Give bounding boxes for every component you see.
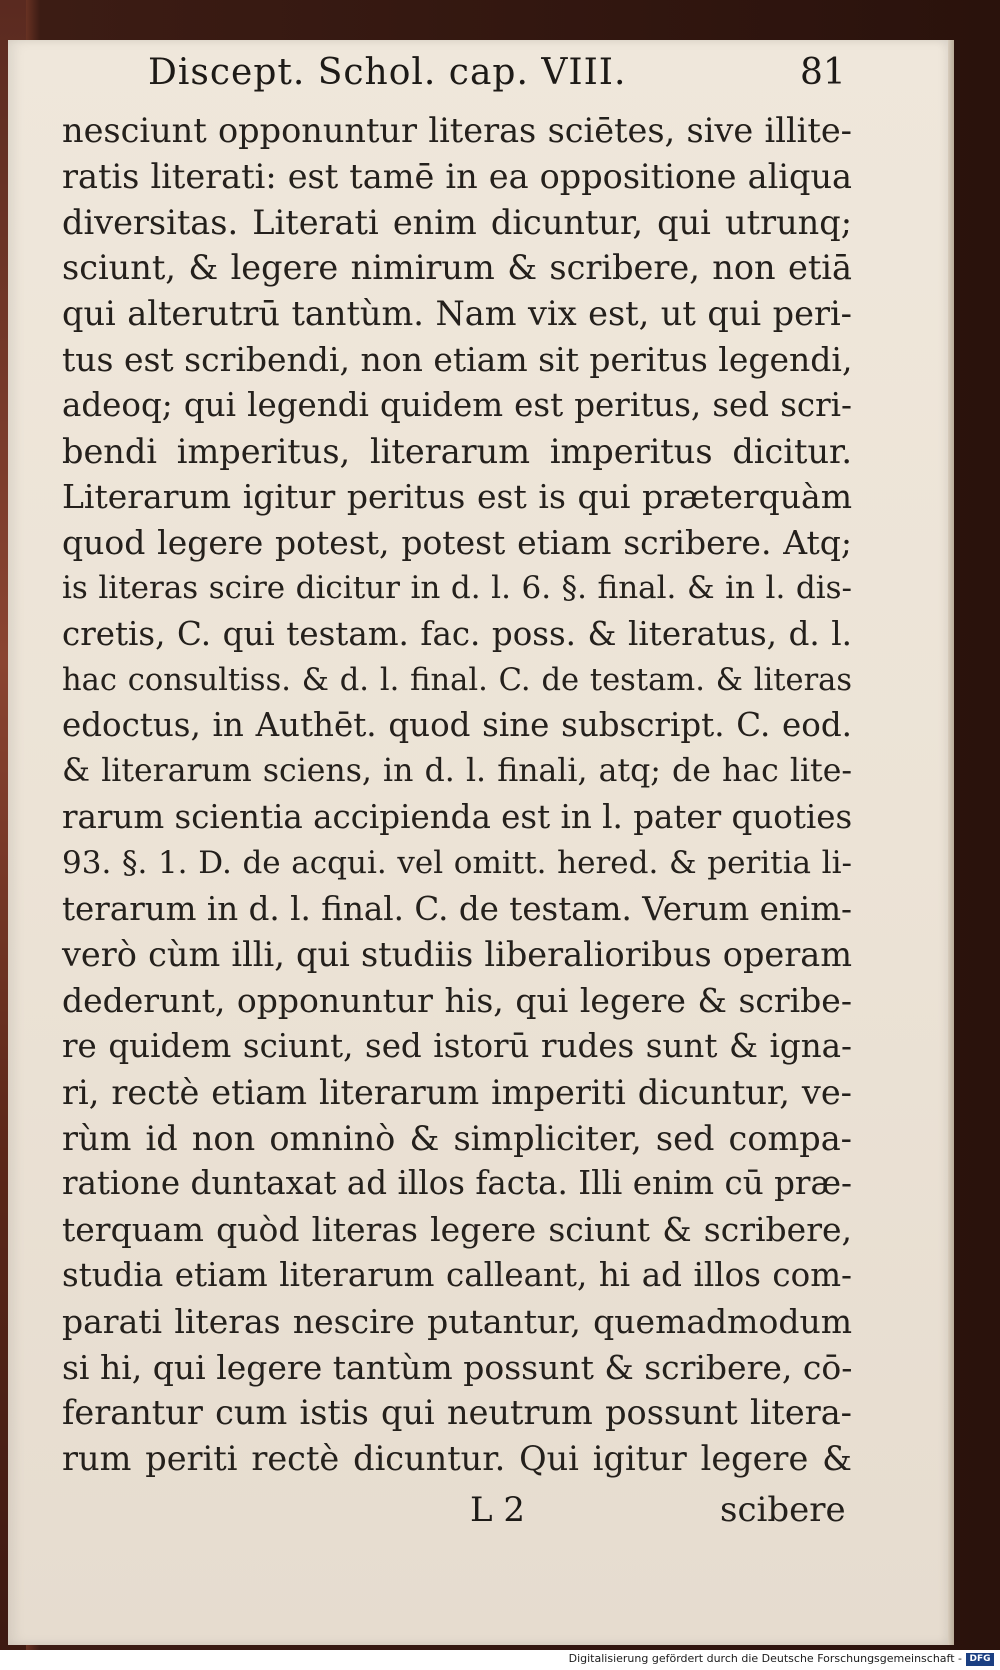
text-line: tus est scribendi, non etiam sit peritus legendi, (62, 339, 853, 379)
text-line: rum periti rectè dicuntur. Qui igitur legere & (62, 1439, 852, 1479)
page-edge (948, 40, 954, 1645)
text-line: is literas scire dicitur in d. l. 6. §. final. & in l. dis- (62, 569, 852, 606)
text-line: parati literas nescire putantur, quemadmodum (62, 1301, 852, 1341)
text-line: dederunt, opponuntur his, qui legere & scribe- (62, 981, 852, 1021)
text-line: qui alterutrū tantùm. Nam vix est, ut qui peri- (62, 294, 852, 334)
catchword: scibere (720, 1490, 846, 1530)
text-line: diversitas. Literati enim dicuntur, qui utrunq; (62, 202, 852, 242)
text-line: hac consultiss. & d. l. final. C. de testam. & literas (62, 662, 852, 698)
body-text (62, 108, 852, 1482)
text-line: rùm id non omninò & simpliciter, sed compa- (62, 1118, 852, 1158)
text-line: verò cùm illi, qui studiis liberalioribus operam (62, 935, 852, 975)
text-line: ratione duntaxat ad illos facta. Illi enim cū præ- (62, 1164, 852, 1203)
text-line: & literarum sciens, in d. l. finali, atq; de hac lite- (62, 753, 852, 790)
text-line: re quidem sciunt, sed istorū rudes sunt & igna- (62, 1026, 852, 1065)
text-line: Literarum igitur peritus est is qui præterquàm (62, 477, 852, 517)
text-line: quod legere potest, potest etiam scribere. Atq; (62, 523, 852, 563)
text-line: si hi, qui legere tantùm possunt & scribere, cō- (62, 1347, 853, 1387)
text-line: ri, rectè etiam literarum imperiti dicuntur, ve- (62, 1072, 852, 1112)
text-line: 93. §. 1. D. de acqui. vel omitt. hered. & peritia li- (62, 844, 852, 881)
text-line: ferantur cum istis qui neutrum possunt litera- (62, 1393, 852, 1433)
text-line: adeoq; qui legendi quidem est peritus, sed scri- (62, 385, 852, 424)
text-line: edoctus, in Authēt. quod sine subscript. C. eod. (62, 706, 852, 745)
text-line: rarum scientia accipienda est in l. pater quoties (62, 797, 853, 836)
running-head: Discept. Schol. cap. VIII. (148, 52, 627, 93)
page-number: 81 (800, 52, 846, 93)
dfg-logo: DFG (966, 1653, 994, 1666)
footer-bar (0, 1651, 1000, 1670)
signature-mark: L 2 (470, 1490, 526, 1530)
text-line: sciunt, & legere nimirum & scribere, non etiā (62, 248, 852, 288)
funding-credit: Digitalisierung gefördert durch die Deutsche Forschungsgemeinschaft - (568, 1652, 962, 1665)
text-line: ratis literati: est tamē in ea oppositione aliqua (62, 156, 852, 196)
text-line: cretis, C. qui testam. fac. poss. & literatus, d. l. (62, 614, 852, 653)
text-line: bendi imperitus, literarum imperitus dicitur. (62, 431, 852, 471)
text-line: nesciunt opponuntur literas sciētes, sive illite- (62, 111, 852, 150)
text-line: terquam quòd literas legere sciunt & scribere, (62, 1210, 852, 1250)
text-line: terarum in d. l. final. C. de testam. Verum enim- (62, 889, 852, 928)
text-line: studia etiam literarum calleant, hi ad illos com- (62, 1255, 852, 1294)
